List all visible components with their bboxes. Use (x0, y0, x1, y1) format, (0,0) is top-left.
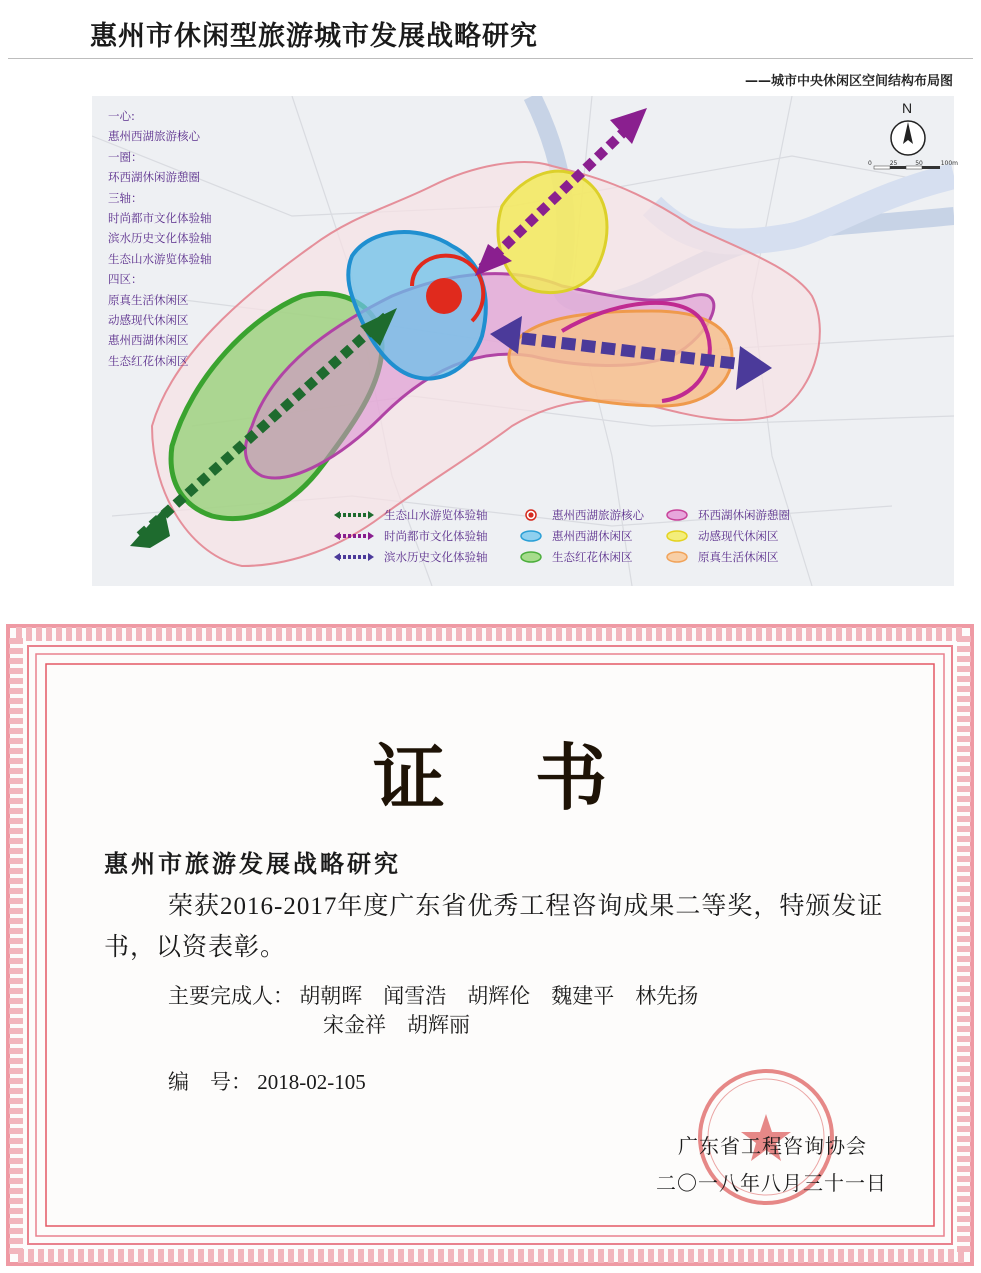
certificate-heading: 证书 (372, 735, 697, 820)
structure-item: 一圈： (108, 149, 143, 164)
dotted-arrow-icon (334, 552, 374, 562)
main-contributors (168, 982, 698, 1040)
north-label: N (902, 100, 913, 116)
project-name: 惠州市旅游发展战略研究 (104, 849, 401, 878)
structure-list (108, 106, 212, 371)
certificate-number (168, 1066, 366, 1096)
contributors-row-1: 胡朝晖 闻雪浩 胡辉伦 魏建平 林先扬 (299, 984, 699, 1008)
number-label: 编 号： (168, 1070, 252, 1094)
legend-item: 时尚都市文化体验轴 (334, 527, 488, 545)
dotted-arrow-icon (334, 510, 374, 520)
zone-ellipse-icon (666, 530, 688, 542)
award-certificate (6, 624, 974, 1266)
legend-item: 惠州西湖旅游核心 (520, 506, 644, 524)
zone-ellipse-icon (666, 509, 688, 521)
legend-item: 惠州西湖休闲区 (520, 527, 633, 545)
scale-tick: 0 (868, 160, 872, 167)
structure-item: 一心: (108, 109, 135, 123)
legend-item: 动感现代休闲区 (666, 527, 779, 545)
structure-item: 动感现代休闲区 (108, 313, 189, 328)
legend-item: 生态山水游览体验轴 (334, 506, 488, 524)
scale-tick: 100m (940, 160, 958, 167)
award-text: 荣获2016-2017年度广东省优秀工程咨询成果二等奖，特颁发证书，以资表彰。 (104, 893, 884, 961)
contributors-row-2: 宋金祥 胡辉丽 (323, 1013, 470, 1037)
structure-item: 生态山水游览体验轴 (108, 251, 212, 266)
zone-ellipse-icon (520, 551, 542, 563)
zone-ellipse-icon (666, 551, 688, 563)
legend-item: 生态红花休闲区 (520, 548, 633, 566)
map-subtitle: ——城市中央休闲区空间结构布局图 (744, 74, 953, 89)
scale-tick: 50 (915, 160, 923, 167)
contributors-label: 主要完成人： (168, 984, 294, 1008)
dotted-arrow-icon (334, 531, 374, 541)
structure-item: 惠州西湖休闲区 (108, 333, 189, 348)
page-title: 惠州市休闲型旅游城市发展战略研究 (90, 21, 538, 52)
structure-item: 惠州西湖旅游核心 (108, 129, 200, 144)
number-value: 2018-02-105 (257, 1070, 366, 1094)
structure-item: 环西湖休闲游憩圈 (108, 170, 200, 185)
zone-ellipse-icon (520, 530, 542, 542)
structure-item: 四区： (108, 272, 143, 287)
legend-item: 原真生活休闲区 (666, 548, 779, 566)
legend-item: 环西湖休闲游憩圈 (666, 506, 790, 524)
map-legend (330, 506, 830, 576)
structure-item: 生态红花休闲区 (108, 353, 189, 368)
issue-date: 二〇一八年八月三十一日 (656, 1173, 887, 1195)
core-dot-icon (520, 509, 542, 521)
title-divider (8, 58, 973, 59)
structure-item: 时尚都市文化体验轴 (108, 211, 212, 226)
issuer-name: 广东省工程咨询协会 (678, 1136, 867, 1158)
structure-item: 滨水历史文化体验轴 (108, 231, 212, 246)
scale-labels (868, 160, 958, 167)
structure-item: 三轴： (108, 190, 143, 205)
legend-item: 滨水历史文化体验轴 (334, 548, 488, 566)
scale-tick: 25 (889, 160, 898, 167)
structure-item: 原真生活休闲区 (108, 292, 189, 307)
